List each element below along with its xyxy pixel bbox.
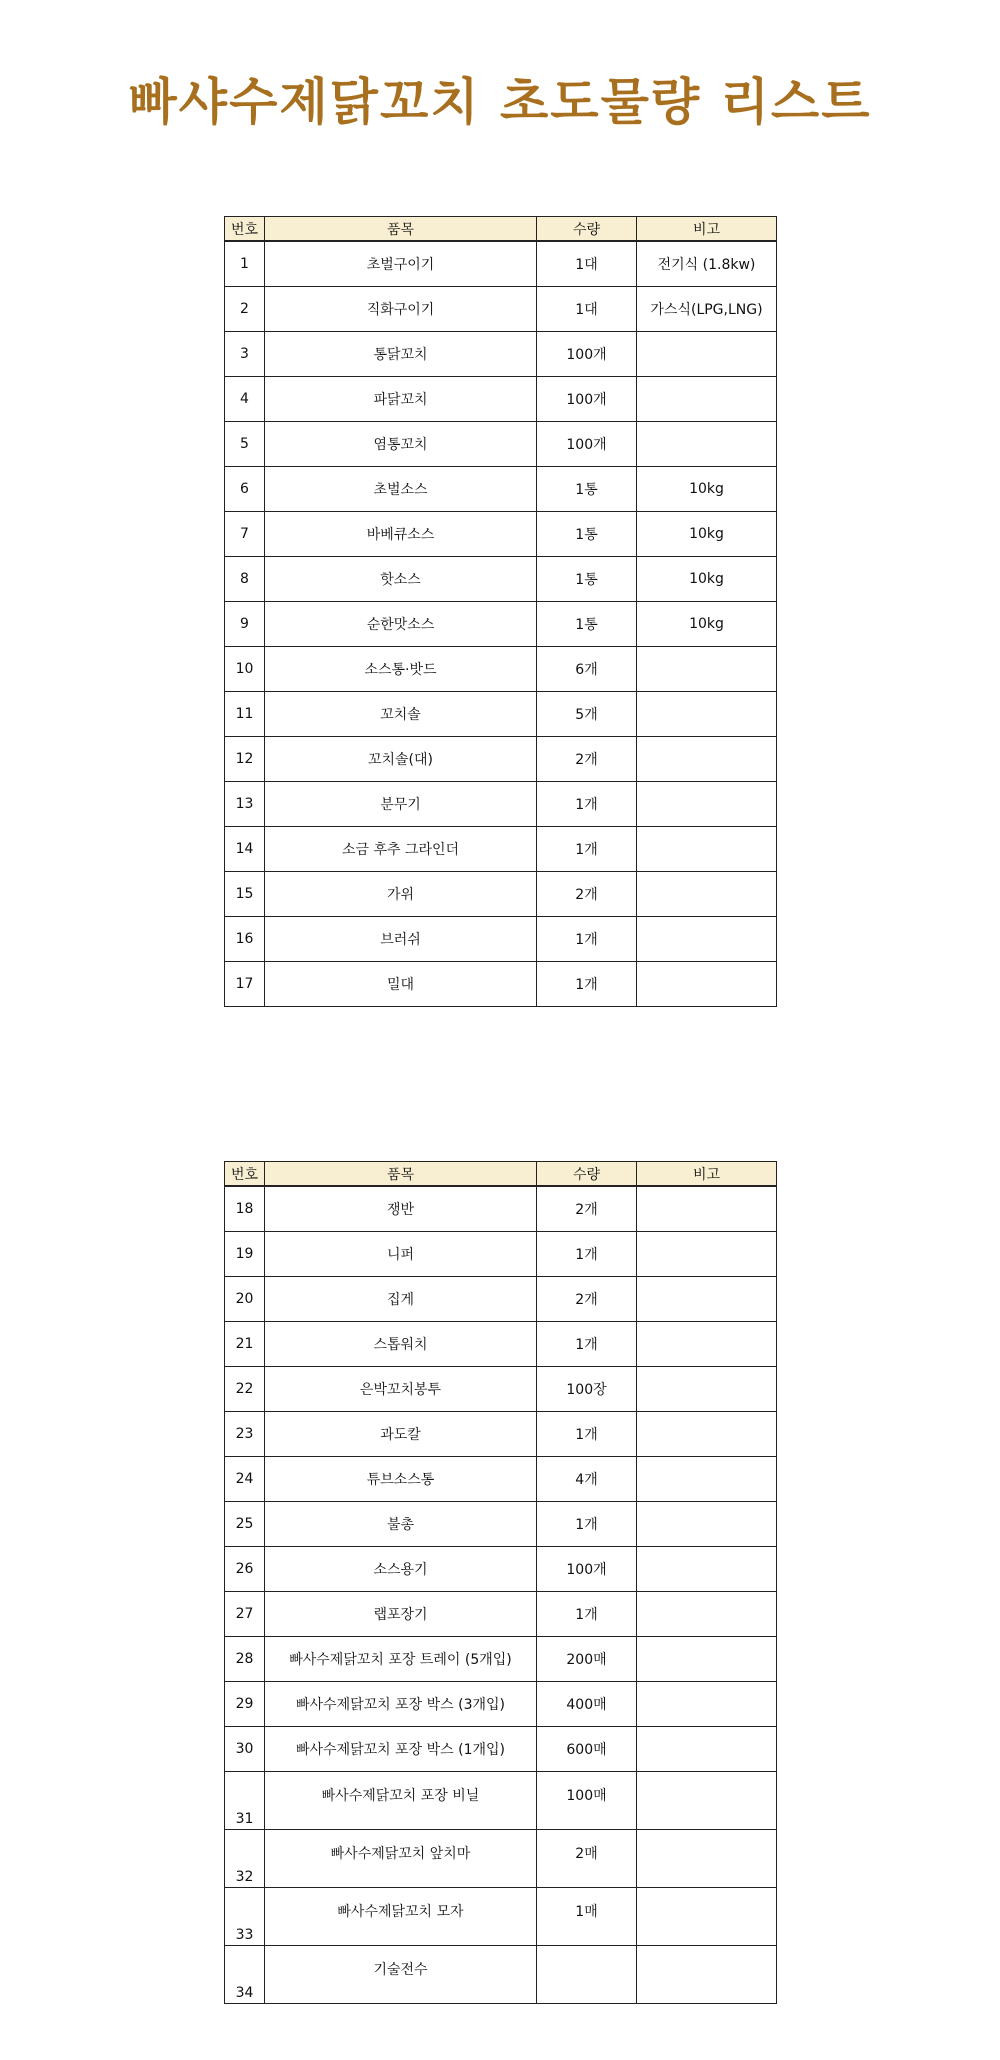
cell-note [637,1946,777,2004]
cell-item: 빠사수제닭꼬치 포장 비닐 [265,1772,537,1830]
cell-number: 26 [225,1547,265,1592]
cell-number: 12 [225,737,265,782]
cell-quantity: 1개 [537,1592,637,1637]
table-row [225,557,777,602]
cell-quantity: 100개 [537,422,637,467]
table-row [225,377,777,422]
cell-quantity: 2개 [537,1277,637,1322]
cell-quantity: 200매 [537,1637,637,1682]
cell-item: 니퍼 [265,1232,537,1277]
cell-note [637,1637,777,1682]
table-row [225,1592,777,1637]
cell-number: 33 [225,1888,265,1946]
cell-note: 10kg [637,602,777,647]
cell-number: 18 [225,1186,265,1232]
cell-quantity: 100개 [537,1547,637,1592]
table-row [225,512,777,557]
cell-number: 9 [225,602,265,647]
cell-note [637,332,777,377]
cell-number: 32 [225,1830,265,1888]
cell-note [637,1322,777,1367]
cell-number: 2 [225,287,265,332]
cell-note [637,422,777,467]
cell-quantity: 1통 [537,557,637,602]
cell-note [637,1412,777,1457]
supply-table-1 [224,216,777,1007]
cell-note [637,1232,777,1277]
cell-number: 20 [225,1277,265,1322]
table-body [225,1186,777,2004]
cell-quantity: 1개 [537,782,637,827]
cell-number: 19 [225,1232,265,1277]
page-title: 빠샤수제닭꼬치 초도물량 리스트 [128,73,872,131]
cell-number: 17 [225,962,265,1007]
cell-quantity: 1매 [537,1888,637,1946]
cell-item: 빠사수제닭꼬치 모자 [265,1888,537,1946]
cell-number: 14 [225,827,265,872]
cell-note [637,1502,777,1547]
cell-note [637,377,777,422]
header-number: 번호 [225,217,265,242]
table-row [225,1637,777,1682]
table-body [225,241,777,1007]
cell-quantity: 6개 [537,647,637,692]
cell-quantity: 1개 [537,917,637,962]
table-row [225,962,777,1007]
cell-item: 쟁반 [265,1186,537,1232]
cell-quantity: 1개 [537,1502,637,1547]
cell-note [637,1772,777,1830]
cell-item: 빠사수제닭꼬치 포장 박스 (1개입) [265,1727,537,1772]
cell-note [637,827,777,872]
cell-number: 15 [225,872,265,917]
table-row [225,1888,777,1946]
table-row [225,782,777,827]
table-row [225,1186,777,1232]
cell-quantity: 1개 [537,962,637,1007]
table-row [225,737,777,782]
cell-number: 28 [225,1637,265,1682]
cell-number: 25 [225,1502,265,1547]
cell-quantity: 2개 [537,872,637,917]
cell-item: 빠사수제닭꼬치 포장 트레이 (5개입) [265,1637,537,1682]
cell-item: 꼬치솔(대) [265,737,537,782]
cell-quantity: 100개 [537,377,637,422]
cell-quantity: 1대 [537,241,637,287]
cell-item: 꼬치솔 [265,692,537,737]
cell-item: 직화구이기 [265,287,537,332]
cell-note [637,1277,777,1322]
table-row [225,1412,777,1457]
table-row [225,1830,777,1888]
table-row [225,1772,777,1830]
cell-note [637,1457,777,1502]
cell-number: 3 [225,332,265,377]
cell-quantity: 4개 [537,1457,637,1502]
cell-note: 10kg [637,512,777,557]
cell-note [637,737,777,782]
cell-note: 가스식(LPG,LNG) [637,287,777,332]
cell-quantity: 600매 [537,1727,637,1772]
table-row [225,602,777,647]
cell-item: 밀대 [265,962,537,1007]
cell-note: 10kg [637,557,777,602]
cell-note [637,782,777,827]
cell-number: 11 [225,692,265,737]
table-row [225,1322,777,1367]
header-quantity: 수량 [537,217,637,242]
cell-note [637,1888,777,1946]
cell-item: 바베큐소스 [265,512,537,557]
cell-item: 초벌구이기 [265,241,537,287]
cell-quantity: 1개 [537,1322,637,1367]
cell-number: 4 [225,377,265,422]
cell-number: 23 [225,1412,265,1457]
cell-item: 파닭꼬치 [265,377,537,422]
table-row [225,692,777,737]
cell-quantity: 2개 [537,737,637,782]
cell-note [637,1547,777,1592]
cell-note [637,1186,777,1232]
cell-number: 7 [225,512,265,557]
cell-note [637,647,777,692]
cell-quantity: 5개 [537,692,637,737]
cell-quantity: 1개 [537,1232,637,1277]
cell-quantity: 2매 [537,1830,637,1888]
cell-number: 6 [225,467,265,512]
cell-quantity: 100매 [537,1772,637,1830]
header-number: 번호 [225,1162,265,1187]
header-note: 비고 [637,1162,777,1187]
cell-item: 통닭꼬치 [265,332,537,377]
cell-quantity: 400매 [537,1682,637,1727]
cell-note [637,872,777,917]
cell-item: 스톱워치 [265,1322,537,1367]
table-row [225,1502,777,1547]
cell-quantity: 1통 [537,467,637,512]
cell-item: 빠사수제닭꼬치 포장 박스 (3개입) [265,1682,537,1727]
cell-item: 집게 [265,1277,537,1322]
cell-quantity: 1통 [537,602,637,647]
cell-item: 핫소스 [265,557,537,602]
cell-quantity: 1개 [537,827,637,872]
table-row [225,1457,777,1502]
cell-item: 브러쉬 [265,917,537,962]
table-header-row [225,1162,777,1187]
supply-table-2 [224,1161,777,2004]
header-note: 비고 [637,217,777,242]
cell-item: 초벌소스 [265,467,537,512]
table-row [225,1277,777,1322]
table-row [225,467,777,512]
cell-note [637,1830,777,1888]
cell-number: 30 [225,1727,265,1772]
cell-number: 1 [225,241,265,287]
cell-item: 은박꼬치봉투 [265,1367,537,1412]
table-row [225,1946,777,2004]
cell-quantity: 1통 [537,512,637,557]
cell-note: 10kg [637,467,777,512]
table-row [225,872,777,917]
cell-note [637,692,777,737]
cell-item: 소스용기 [265,1547,537,1592]
table-row [225,241,777,287]
cell-number: 5 [225,422,265,467]
cell-quantity [537,1946,637,2004]
cell-number: 21 [225,1322,265,1367]
cell-note [637,917,777,962]
cell-note [637,1367,777,1412]
cell-item: 튜브소스통 [265,1457,537,1502]
table-row [225,1682,777,1727]
cell-note [637,1727,777,1772]
cell-number: 31 [225,1772,265,1830]
table-row [225,332,777,377]
table-row [225,422,777,467]
cell-number: 34 [225,1946,265,2004]
cell-item: 분무기 [265,782,537,827]
header-item: 품목 [265,1162,537,1187]
cell-note [637,962,777,1007]
cell-item: 가위 [265,872,537,917]
cell-quantity: 100장 [537,1367,637,1412]
cell-item: 소금 후추 그라인더 [265,827,537,872]
cell-item: 기술전수 [265,1946,537,2004]
cell-note [637,1682,777,1727]
table-row [225,917,777,962]
cell-number: 22 [225,1367,265,1412]
table-row [225,647,777,692]
cell-number: 16 [225,917,265,962]
table-row [225,1727,777,1772]
cell-number: 13 [225,782,265,827]
table-header-row [225,217,777,242]
cell-item: 불총 [265,1502,537,1547]
cell-item: 소스통·밧드 [265,647,537,692]
table-row [225,827,777,872]
cell-item: 염통꼬치 [265,422,537,467]
table-row [225,1232,777,1277]
cell-number: 10 [225,647,265,692]
header-quantity: 수량 [537,1162,637,1187]
cell-number: 24 [225,1457,265,1502]
cell-quantity: 100개 [537,332,637,377]
cell-quantity: 1개 [537,1412,637,1457]
table-row [225,287,777,332]
cell-note [637,1592,777,1637]
cell-number: 27 [225,1592,265,1637]
table-row [225,1547,777,1592]
cell-note: 전기식 (1.8kw) [637,241,777,287]
cell-number: 29 [225,1682,265,1727]
cell-quantity: 1대 [537,287,637,332]
cell-item: 과도칼 [265,1412,537,1457]
cell-quantity: 2개 [537,1186,637,1232]
cell-item: 랩포장기 [265,1592,537,1637]
cell-item: 순한맛소스 [265,602,537,647]
cell-item: 빠사수제닭꼬치 앞치마 [265,1830,537,1888]
table-row [225,1367,777,1412]
header-item: 품목 [265,217,537,242]
cell-number: 8 [225,557,265,602]
